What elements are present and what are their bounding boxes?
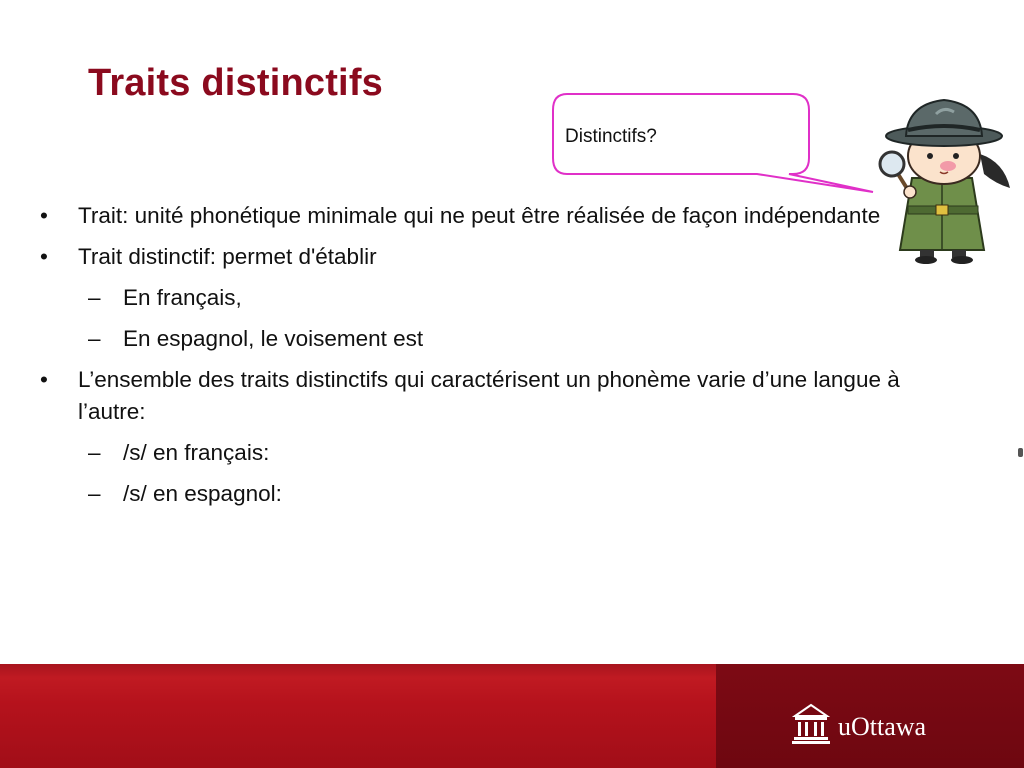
sub-bullet-mark: – bbox=[88, 481, 101, 506]
sub-bullet-text: /s/ en espagnol: bbox=[123, 481, 282, 506]
sub-bullet-item bbox=[40, 437, 940, 469]
sub-bullet-item bbox=[40, 282, 940, 314]
edge-mark bbox=[1018, 448, 1023, 457]
bullet-list bbox=[40, 200, 940, 519]
university-logo-text: uOttawa bbox=[838, 712, 927, 741]
sub-bullet-mark: – bbox=[88, 326, 101, 351]
bullet-text: Trait distinctif: permet d'établir bbox=[78, 244, 377, 269]
bullet-item bbox=[40, 241, 940, 273]
bullet-item bbox=[40, 364, 940, 428]
footer-logo-panel bbox=[716, 664, 1024, 768]
bullet-text: Trait: unité phonétique minimale qui ne peut être réalisée de façon indépendante bbox=[78, 203, 881, 228]
speech-bubble-text: Distinctifs? bbox=[565, 126, 657, 147]
sub-bullet-mark: – bbox=[88, 440, 101, 465]
sub-bullet-text: En espagnol, le voisement est bbox=[123, 326, 424, 351]
bullet-item bbox=[40, 200, 940, 232]
bullet-mark: • bbox=[40, 203, 48, 228]
sub-bullet-item bbox=[40, 478, 940, 510]
sub-bullet-text: /s/ en français: bbox=[123, 440, 270, 465]
slide-title: Traits distinctifs bbox=[88, 62, 384, 104]
bullet-mark: • bbox=[40, 244, 48, 269]
sub-bullet-item bbox=[40, 323, 940, 355]
bullet-text: L’ensemble des traits distinctifs qui caractérisent un phonème varie d’une langue à l’autre: bbox=[78, 367, 900, 424]
sub-bullet-mark: – bbox=[88, 285, 101, 310]
footer-band bbox=[0, 664, 1024, 768]
university-building-icon bbox=[792, 702, 830, 744]
sub-bullet-text: En français, bbox=[123, 285, 242, 310]
bullet-mark: • bbox=[40, 367, 48, 392]
